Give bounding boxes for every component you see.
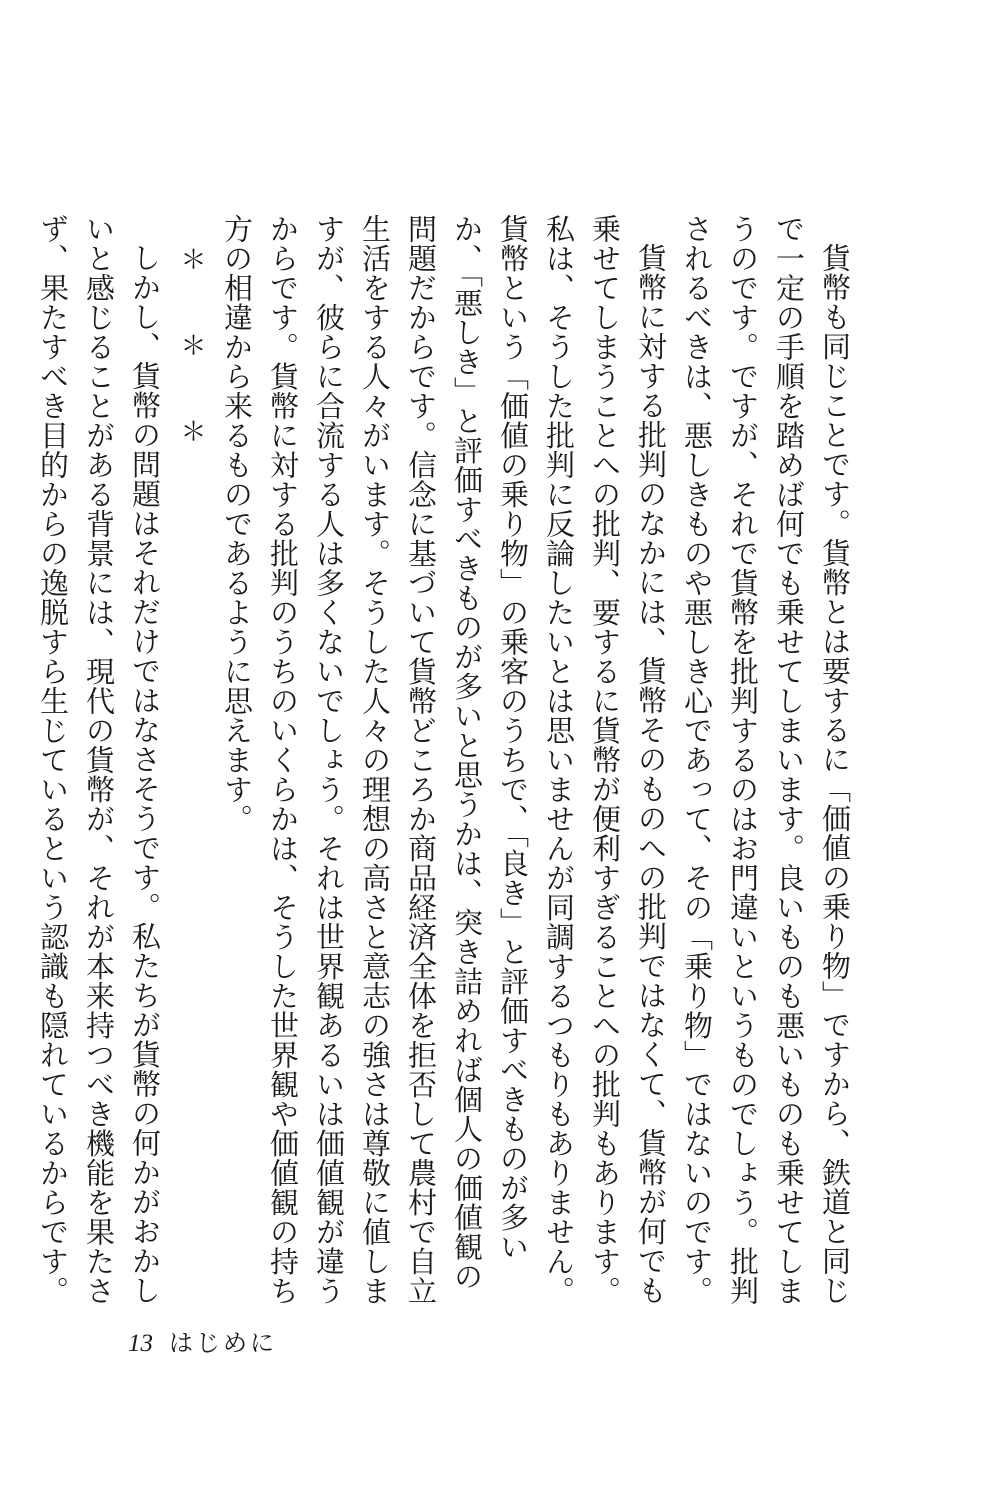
paragraph-closing: しかし、貨幣の問題はそれだけではなさそうです。私たちが貨幣の何かがおかしいと感じることがある背景には、現代の貨幣が、それが本来持つべき機能を果たさず、果たすべき目的からの逸脱すら生じているという認識も隠れているからです。	[36, 214, 162, 1306]
paragraph-criticism-of-currency: 貨幣に対する批判のなかには、貨幣そのものへの批判ではなくて、貨幣が何でも乗せてしまうことへの批判、要するに貨幣が便利すぎることへの批判もあります。私は、そうした批判に反論したいとは思いませんが同調するつもりもありません。貨幣という「価値の乗り物」の乗客のうちで、「良き」と評価すべきものが多いか、「悪しき」と評価すべきものが多いと思うかは、突き詰めれば個人の価値観の問題だからです。信念に基づいて貨幣どころか商品経済全体を拒否して農村で自立生活をする人々がいます。そうした人々の理想の高さと意志の強さは尊敬に値しますが、彼らに合流する人は多くないでしょう。それは世界観あるいは価値観が違うからです。貨幣に対する批判のうちのいくらかは、そうした世界観や価値観の持ち方の相違から来るものであるように思えます。	[220, 214, 668, 1306]
section-separator: ＊＊＊	[176, 246, 206, 504]
paragraph-currency-as-vehicle: 貨幣も同じことです。貨幣とは要するに「価値の乗り物」ですから、鉄道と同じで一定の手順を踏めば何でも乗せてしまいます。良いものも悪いものも乗せてしまうのです。ですが、それで貨幣を批判するのはお門違いというものでしょう。批判されるべきは、悪しきものや悪しき心であって、その「乗り物」ではないのです。	[680, 214, 852, 1306]
page-footer	[128, 1323, 277, 1358]
page-number: 13	[128, 1330, 153, 1357]
main-text	[30, 214, 858, 1310]
chapter-title: はじめに	[169, 1329, 277, 1357]
